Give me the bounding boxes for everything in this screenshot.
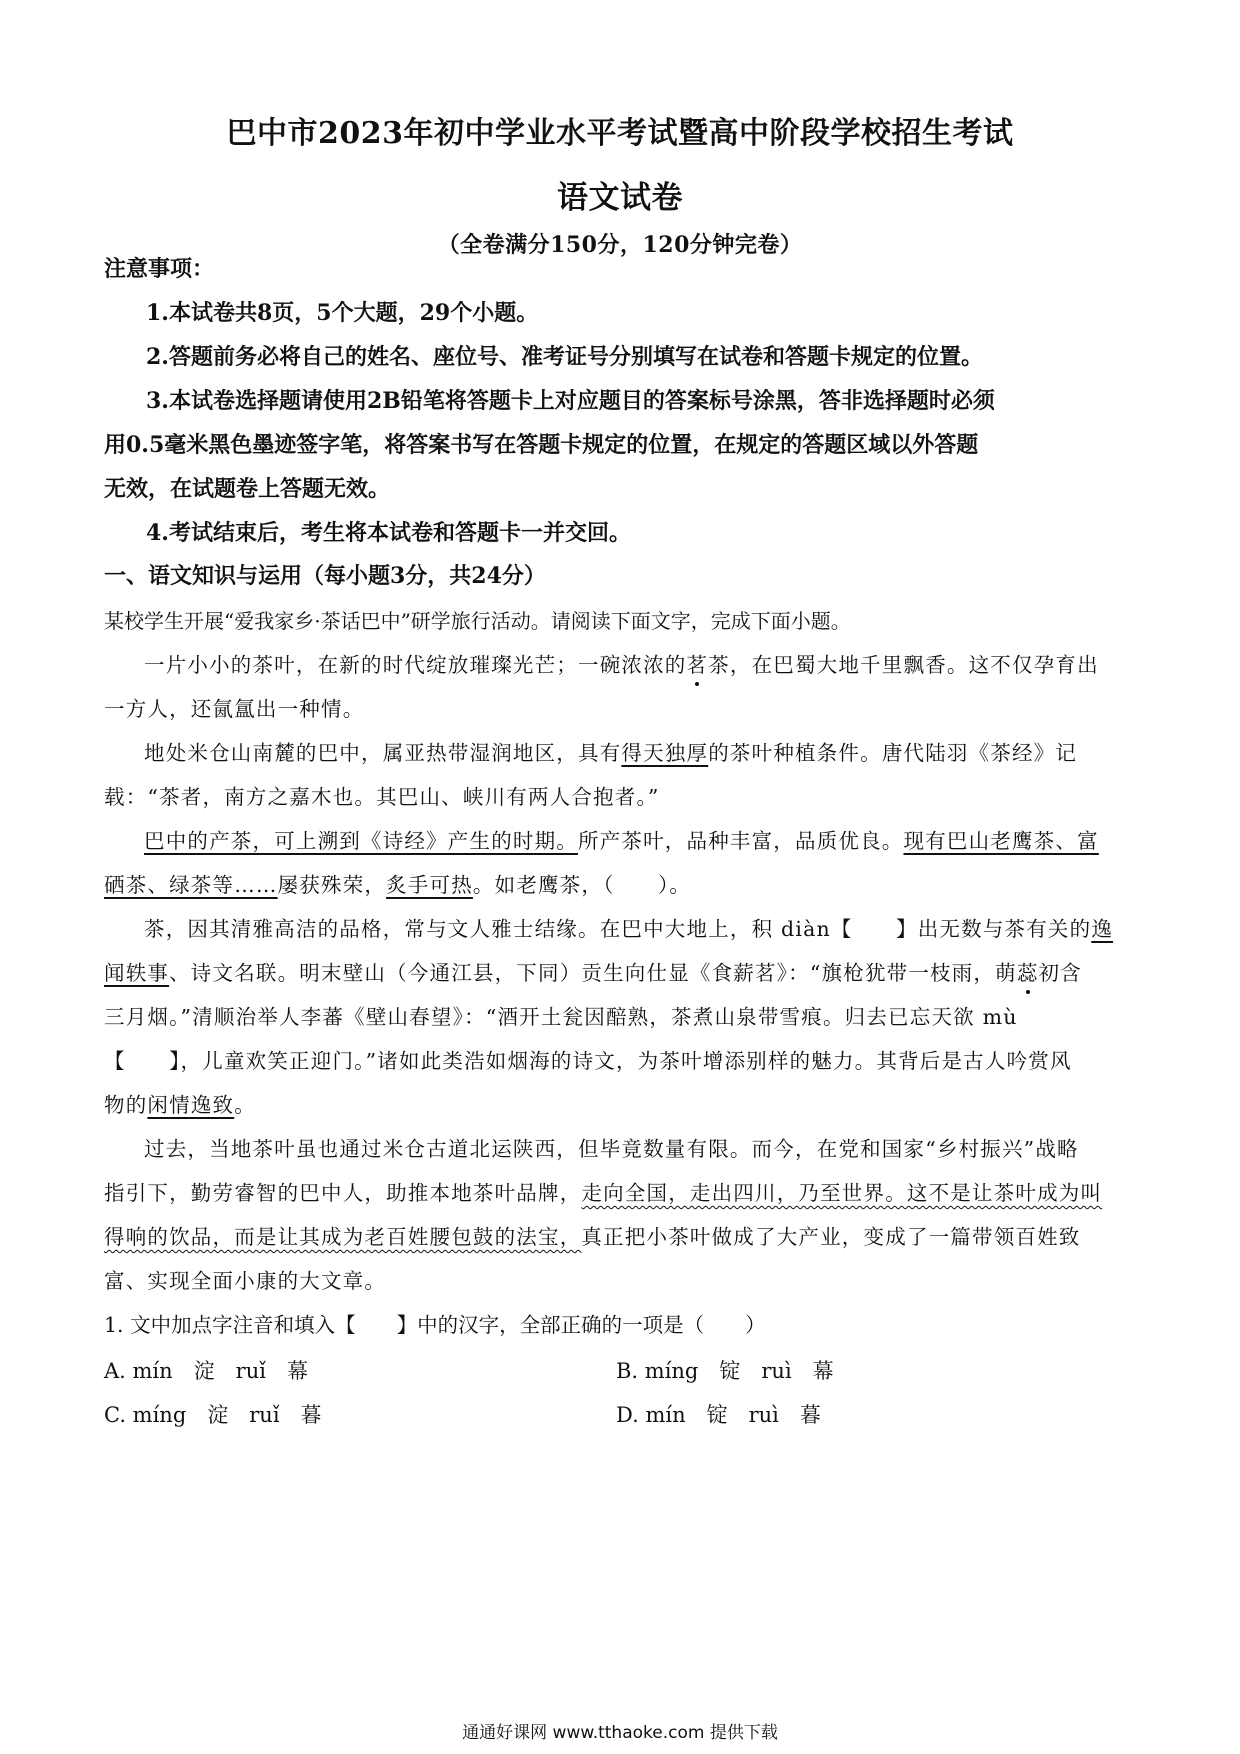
passage-line bbox=[144, 828, 1099, 854]
section-1-heading: 一、语文知识与运用（每小题3分，共24分） bbox=[104, 563, 546, 589]
passage-text: 地处米仓山南麓的巴中，属亚热带湿润地区，具有 bbox=[144, 741, 622, 765]
passage-text: 。如老鹰茶，（ ）。 bbox=[472, 873, 692, 897]
notice-item-3-line-2: 用0.5毫米黑色墨迹签字笔，将答案书写在答题卡规定的位置，在规定的答题区域以外答题 bbox=[104, 432, 979, 458]
footer-download-note: 通通好课网 www.tthaoke.com 提供下载 bbox=[462, 1723, 778, 1743]
passage-text: 茶，因其清雅高洁的品格，常与文人雅士结缘。在巴中大地上，积 diàn【 】出无数与茶有关的 bbox=[144, 917, 1092, 941]
notice-item-4: 4.考试结束后，考生将本试卷和答题卡一并交回。 bbox=[146, 520, 631, 546]
underlined-sentence: 巴中的产茶，可上溯到《诗经》产生的时期。 bbox=[144, 829, 578, 853]
passage-line bbox=[104, 872, 691, 898]
section-1-intro: 某校学生开展“爱我家乡·茶话巴中”研学旅行活动。请阅读下面文字，完成下面小题。 bbox=[104, 609, 851, 633]
wavy-underlined-sentence: 得响的饮品，而是让其成为老百姓腰包鼓的法宝， bbox=[104, 1225, 582, 1249]
passage-line bbox=[144, 916, 1113, 942]
question-1-stem: 1. 文中加点字注音和填入【 】中的汉字，全部正确的一项是（ ） bbox=[104, 1313, 766, 1337]
underlined-phrase: 炙手可热 bbox=[386, 873, 473, 897]
notice-item-3-line-1: 3.本试卷选择题请使用2B铅笔将答题卡上对应题目的答案标号涂黑，答非选择题时必须 bbox=[146, 388, 995, 414]
passage-line: 三月烟。”清顺治举人李蕃《壁山春望》：“酒开土瓮因醅熟，茶煮山泉带雪痕。归去已忘天欲 mù bbox=[104, 1005, 1018, 1029]
passage-line bbox=[104, 960, 1082, 986]
underlined-phrase: 闲情逸致 bbox=[147, 1093, 235, 1117]
passage-line bbox=[104, 1180, 1102, 1206]
passage-line: 一方人，还氤氲出一种情。 bbox=[104, 697, 365, 721]
passage-text: 的茶叶种植条件。唐代陆羽《茶经》记 bbox=[708, 741, 1078, 765]
question-1-option-c: C. míng 淀 ruǐ 暮 bbox=[104, 1403, 322, 1427]
passage-line bbox=[104, 1224, 1081, 1250]
passage-text: 、诗文名联。明末壁山（今通江县，下同）贡生向仕显《食薪茗》：“旗枪犹带一枝雨，萌 bbox=[169, 961, 1017, 985]
notice-item-1: 1.本试卷共8页，5个大题，29个小题。 bbox=[146, 300, 539, 326]
passage-text: 。 bbox=[234, 1093, 256, 1117]
notice-item-2: 2.答题前务必将自己的姓名、座位号、准考证号分别填写在试卷和答题卡规定的位置。 bbox=[146, 344, 983, 370]
underlined-phrase: 得天独厚 bbox=[621, 741, 709, 765]
passage-text: 物的 bbox=[104, 1093, 148, 1117]
exam-score-note: （全卷满分150分，120分钟完卷） bbox=[437, 232, 803, 258]
passage-line bbox=[144, 652, 1099, 678]
passage-line bbox=[144, 740, 1077, 766]
wavy-underlined-sentence: 走向全国，走出四川，乃至世界。这不是让茶叶成为叫 bbox=[581, 1181, 1103, 1205]
exam-title: 巴中市2023年初中学业水平考试暨高中阶段学校招生考试 bbox=[226, 116, 1014, 151]
passage-text: 屡获殊荣， bbox=[277, 873, 387, 897]
passage-text: 初含 bbox=[1038, 961, 1082, 985]
passage-line: 【 】，儿童欢笑正迎门。”诸如此类浩如烟海的诗文，为茶叶增添别样的魅力。其背后是古人吟赏风 bbox=[104, 1049, 1072, 1073]
passage-text: 所产茶叶，品种丰富，品质优良。 bbox=[578, 829, 904, 853]
passage-text: 指引下，勤劳睿智的巴中人，助推本地茶叶品牌， bbox=[104, 1181, 582, 1205]
underlined-sentence: 硒茶、绿茶等…… bbox=[104, 873, 278, 897]
question-1-option-b: B. míng 锭 ruì 幕 bbox=[616, 1359, 834, 1383]
dotted-char: 蕊 bbox=[1016, 961, 1039, 985]
dotted-char: 茗 bbox=[686, 653, 709, 677]
passage-line bbox=[104, 1092, 256, 1118]
question-1-option-a: A. mín 淀 ruǐ 幕 bbox=[104, 1359, 308, 1383]
underlined-sentence: 现有巴山老鹰茶、富 bbox=[903, 829, 1099, 853]
passage-text: 一片小小的茶叶，在新的时代绽放璀璨光芒；一碗浓浓的 bbox=[144, 653, 687, 677]
passage-text: 茶，在巴蜀大地千里飘香。这不仅孕育出 bbox=[708, 653, 1099, 677]
passage-text: 真正把小茶叶做成了大产业，变成了一篇带领百姓致 bbox=[581, 1225, 1081, 1249]
exam-subtitle: 语文试卷 bbox=[557, 180, 683, 216]
underlined-phrase: 逸 bbox=[1091, 917, 1114, 941]
passage-line: 载：“茶者，南方之嘉木也。其巴山、峡川有两人合抱者。” bbox=[104, 785, 660, 809]
underlined-phrase: 闻轶事 bbox=[104, 961, 170, 985]
passage-line: 过去，当地茶叶虽也通过米仓古道北运陕西，但毕竟数量有限。而今，在党和国家“乡村振兴”战略 bbox=[144, 1137, 1079, 1161]
passage-line: 富、实现全面小康的大文章。 bbox=[104, 1269, 387, 1293]
notice-heading: 注意事项： bbox=[104, 256, 215, 282]
notice-item-3-line-3: 无效，在试题卷上答题无效。 bbox=[104, 476, 391, 502]
question-1-option-d: D. mín 锭 ruì 暮 bbox=[616, 1403, 821, 1427]
